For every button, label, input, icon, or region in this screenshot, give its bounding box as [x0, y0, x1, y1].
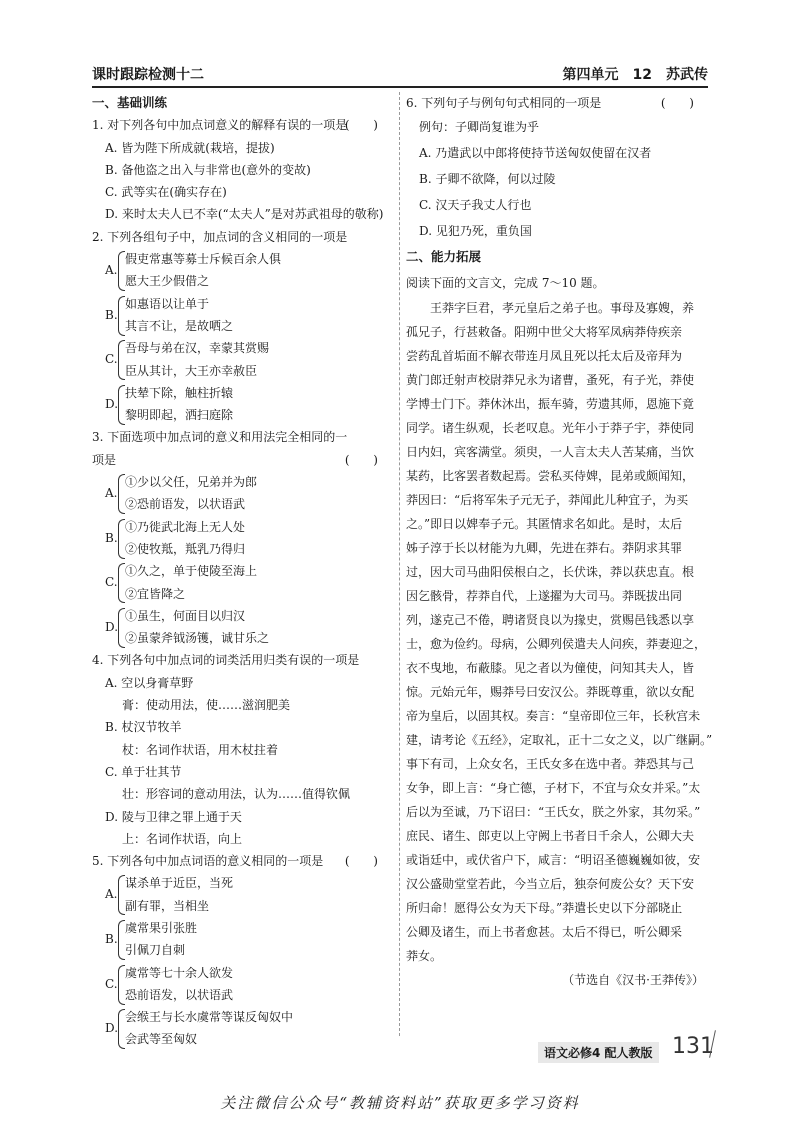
- passage-line: 所归命！愿得公女为天下母。”莽遣长史以下分部晓止: [406, 901, 683, 916]
- q6-stem-text: 6. 下列句子与例句句式相同的一项是: [406, 96, 602, 110]
- q3-group-c-line1: ①久之，单于使陵至海上: [125, 564, 258, 579]
- q2-group-b-label: B.: [105, 307, 118, 322]
- q2-group-d-line1: 扶辇下除，触柱折辕: [125, 385, 234, 400]
- q2-group-c: [92, 337, 392, 382]
- passage-line: 某药，比客罢者数起焉。尝私买侍婢，昆弟或颇闻知，: [406, 469, 695, 484]
- q4-line-6: 壮：形容词的意动用法，认为……值得钦佩: [122, 787, 351, 802]
- q3-stem-line2: [92, 449, 392, 471]
- passage-line: 因乞骸骨，荐莽自代，上遂擢为大司马。莽既拔出同: [406, 589, 683, 604]
- left-column: [92, 92, 392, 1051]
- passage-line: 后以为至诚，乃下诏曰：“王氏女，朕之外家，其勿采。”: [406, 805, 701, 820]
- q4-line-4: 杖：名词作状语，用木杖拄着: [122, 742, 279, 757]
- reading-instruction: 阅读下面的文言文，完成 7～10 题。: [406, 276, 605, 291]
- q4-line-5: C. 单于壮其节: [105, 764, 182, 779]
- q4-line-3: B. 杖汉节牧羊: [105, 720, 182, 735]
- brace-icon: [118, 875, 125, 915]
- q5-group-b: [92, 917, 392, 962]
- page-number: 131: [672, 1034, 714, 1059]
- q6-option-d: D. 见犯乃死，重负国: [419, 224, 532, 239]
- q3-answer-paren: ( ): [344, 452, 388, 467]
- q4-stem-text: 4. 下列各句中加点词的词类活用归类有误的一项是: [92, 653, 360, 668]
- q2-group-a: [92, 248, 392, 293]
- q5-group-d-label: D.: [105, 1021, 119, 1036]
- brace-icon: [118, 1009, 125, 1049]
- q5-group-c: [92, 962, 392, 1007]
- q2-stem: [92, 226, 392, 248]
- right-column: [406, 92, 713, 992]
- q3-group-c: [92, 560, 392, 605]
- passage-line: 列，遂克己不倦，聘诸贤良以为掾史，赏赐邑钱悉以享: [406, 613, 695, 628]
- passage-line: 莽因曰：“后将军朱子元无子，莽闻此儿种宜子，为买: [406, 493, 689, 508]
- q3-group-b-line2: ②使牧羝，羝乳乃得归: [125, 541, 246, 556]
- q4-line-1: A. 空以身膏草野: [105, 675, 194, 690]
- q4-stem: [92, 649, 392, 671]
- q2-group-c-line2: 臣从其计，大王亦幸赦臣: [125, 363, 258, 378]
- q2-group-d-line2: 黎明即起，洒扫庭除: [125, 408, 234, 423]
- passage-line: 同学。诸生纵观，长老叹息。光年小于莽子宇，莽使同: [406, 421, 695, 436]
- passage-line: 事下有司，上众女名，王氏女多在选中者。莽恐其与己: [406, 757, 695, 772]
- brace-icon: [118, 251, 125, 291]
- passage-line: 过，因大司马曲阳侯根白之，长伏诛，莽以获忠直。根: [406, 565, 695, 580]
- passage-line: 帝为皇后，以固其权。奏言：“皇帝即位三年，长秋宫未: [406, 709, 701, 724]
- q3-group-d-label: D.: [105, 619, 119, 634]
- brace-icon: [118, 385, 125, 425]
- brace-icon: [118, 920, 125, 960]
- q5-stem-text: 5. 下列各句中加点词语的意义相同的一项是: [92, 854, 324, 869]
- q6-example: 例句：子卿尚复谁为乎: [419, 120, 540, 135]
- passage-line: 王莽字巨君，孝元皇后之弟子也。事母及寡嫂，养: [430, 301, 695, 316]
- q6-option-b: B. 子卿不欲降，何以过陵: [419, 172, 556, 187]
- q2-group-b-line1: 如惠语以让单于: [125, 296, 210, 311]
- passage-line: 莽女。: [406, 949, 443, 964]
- brace-icon: [118, 474, 125, 514]
- q6-option-c: C. 汉天子我丈人行也: [419, 198, 532, 213]
- q2-group-c-label: C.: [105, 352, 118, 367]
- q6-answer-paren: ( ): [660, 96, 704, 110]
- q5-group-a-line2: 副有罪，当相坐: [125, 898, 210, 913]
- q3-group-a: [92, 471, 392, 516]
- q5-group-b-line2: 引佩刀自刺: [125, 943, 186, 958]
- q3-group-c-label: C.: [105, 575, 118, 590]
- header-right-title: 第四单元 12 苏武传: [562, 67, 708, 83]
- passage-line: 姊子淳于长以材能为九卿，先进在莽右。莽阴求其罪: [406, 541, 683, 556]
- passage-line: 士，愈为俭约。母病，公卿列侯遣夫人问疾，莽妻迎之，: [406, 637, 707, 652]
- q5-stem: [92, 850, 392, 872]
- section-ability-extension: 二、能力拓展: [406, 249, 482, 265]
- q5-group-b-label: B.: [105, 931, 118, 946]
- passage-line: 黄门郎迁射声校尉莽兄永为诸曹，蚤死，有子光，莽使: [406, 373, 695, 388]
- passage-line: 尝药乱首垢面不解衣带连月凤且死以托太后及帝拜为: [406, 349, 683, 364]
- q2-group-d: [92, 382, 392, 427]
- q5-group-c-line2: 恐前语发，以状语武: [125, 987, 234, 1002]
- q1-option-c: C. 武等实在(确实存在): [105, 185, 227, 200]
- passage-line: 汉公盛勋堂堂若此，今当立后，独奈何废公女？天下安: [406, 877, 695, 892]
- q5-answer-paren: ( ): [344, 854, 388, 869]
- q2-group-c-line1: 吾母与弟在汉，幸蒙其赏赐: [125, 341, 270, 356]
- brace-icon: [118, 296, 125, 336]
- q3-stem-line1: 3. 下面选项中加点词的意义和用法完全相同的一: [92, 430, 348, 445]
- footer-book-label: 语文必修4 配人教版: [538, 1042, 659, 1063]
- q3-group-d: [92, 605, 392, 650]
- brace-icon: [118, 608, 125, 648]
- brace-icon: [118, 965, 125, 1005]
- q3-group-a-line2: ②恐前语发，以状语武: [125, 497, 246, 512]
- brace-icon: [118, 519, 125, 559]
- section-basic-training: 一、基础训练: [92, 95, 168, 110]
- passage-line: 之。”即日以婢奉子元。其匿情求名如此。是时，太后: [406, 517, 683, 532]
- q4-line-7: D. 陵与卫律之罪上通于天: [105, 809, 242, 824]
- q5-group-a-label: A.: [105, 887, 118, 902]
- q3-group-b: [92, 516, 392, 561]
- q3-group-b-line1: ①乃徙武北海上无人处: [125, 519, 246, 534]
- q5-group-d: [92, 1006, 392, 1051]
- q2-group-b-line2: 其言不让，是故哂之: [125, 318, 234, 333]
- q2-group-b: [92, 293, 392, 338]
- q1-option-a: A. 皆为陛下所成就(栽培，提拔): [105, 140, 275, 155]
- passage-line: 公卿及诸生，而上书者愈甚。太后不得已，听公卿采: [406, 925, 683, 940]
- q1-option-b: B. 备他盗之出入与非常也(意外的变故): [105, 162, 311, 177]
- q2-group-a-label: A.: [105, 263, 118, 278]
- q5-group-d-line2: 会武等至匈奴: [125, 1032, 198, 1047]
- q2-stem-text: 2. 下列各组句子中，加点词的含义相同的一项是: [92, 229, 348, 244]
- brace-icon: [118, 340, 125, 380]
- q5-group-c-label: C.: [105, 976, 118, 991]
- brace-icon: [118, 563, 125, 603]
- passage-line: 女争，即上言：“身亡德，子材下，不宜与众女并采。”太: [406, 781, 701, 796]
- passage-line: 庶民、诸生、郎吏以上守阙上书者日千余人，公卿大夫: [406, 829, 695, 844]
- q3-group-b-label: B.: [105, 530, 118, 545]
- passage-line: 孤兄子，行甚敕备。阳朔中世父大将军凤病莽侍疾亲: [406, 325, 683, 340]
- q3-group-c-line2: ②宜皆降之: [125, 586, 186, 601]
- q3-group-d-line2: ②虽蒙斧钺汤镬，诚甘乐之: [125, 631, 270, 646]
- passage-line: 衣不曳地，布蔽膝。见之者以为僮使，问知其夫人，皆: [406, 661, 695, 676]
- q2-group-d-label: D.: [105, 396, 119, 411]
- header-left-title: 课时跟踪检测十二: [92, 67, 204, 83]
- bottom-promo-note: 关注微信公众号“教辅资料站”获取更多学习资料: [220, 1094, 580, 1112]
- classical-passage: [406, 296, 713, 992]
- q2-group-a-line1: 假吏常惠等募士斥候百余人俱: [125, 252, 282, 267]
- q2-group-a-line2: 愿大王少假借之: [125, 274, 210, 289]
- q5-group-d-line1: 会缑王与长水虞常等谋反匈奴中: [125, 1010, 294, 1025]
- passage-line: 建，请考论《五经》，定取礼，正十二女之义，以广继嗣。”: [406, 733, 713, 748]
- q3-group-a-line1: ①少以父任，兄弟并为郎: [125, 475, 258, 490]
- q5-group-c-line1: 虞常等七十余人欲发: [125, 965, 234, 980]
- q6-stem: [406, 92, 708, 114]
- q1-answer-paren: ( ): [344, 118, 388, 133]
- passage-line: 学博士门下。莽休沐出，振车骑，劳遗其师，恩施下竟: [406, 397, 695, 412]
- q3-stem-line2-text: 项是: [92, 452, 117, 467]
- q4-line-2: 膏：使动用法，使……滋润肥美: [122, 698, 291, 713]
- passage-line: 日内妇，宾客满堂。须臾，一人言太夫人苦某痛，当饮: [406, 445, 695, 460]
- passage-source: （节选自《汉书·王莽传》）: [562, 973, 704, 988]
- q1-stem-text: 1. 对下列各句中加点词意义的解释有误的一项是: [92, 118, 348, 133]
- q3-group-d-line1: ①虽生，何面目以归汉: [125, 608, 246, 623]
- q5-group-b-line1: 虞常果引张胜: [125, 920, 198, 935]
- passage-line: 或诣廷中，或伏省户下，咸言：“明诏圣德巍巍如彼，安: [406, 853, 701, 868]
- q3-group-a-label: A.: [105, 486, 118, 501]
- q1-option-d: D. 来时太夫人已不幸(“太夫人”是对苏武祖母的敬称): [105, 207, 384, 222]
- header-rule: [92, 86, 708, 88]
- q4-line-8: 上：名词作状语，向上: [122, 831, 243, 846]
- q5-group-a: [92, 872, 392, 917]
- q5-group-a-line1: 谋杀单于近臣，当死: [125, 876, 234, 891]
- q6-option-a: A. 乃遣武以中郎将使持节送匈奴使留在汉者: [419, 146, 652, 161]
- column-divider: [399, 92, 400, 1036]
- q1-stem: [92, 114, 392, 136]
- passage-line: 惊。元始元年，赐莽号曰安汉公。莽既尊重，欲以女配: [406, 685, 695, 700]
